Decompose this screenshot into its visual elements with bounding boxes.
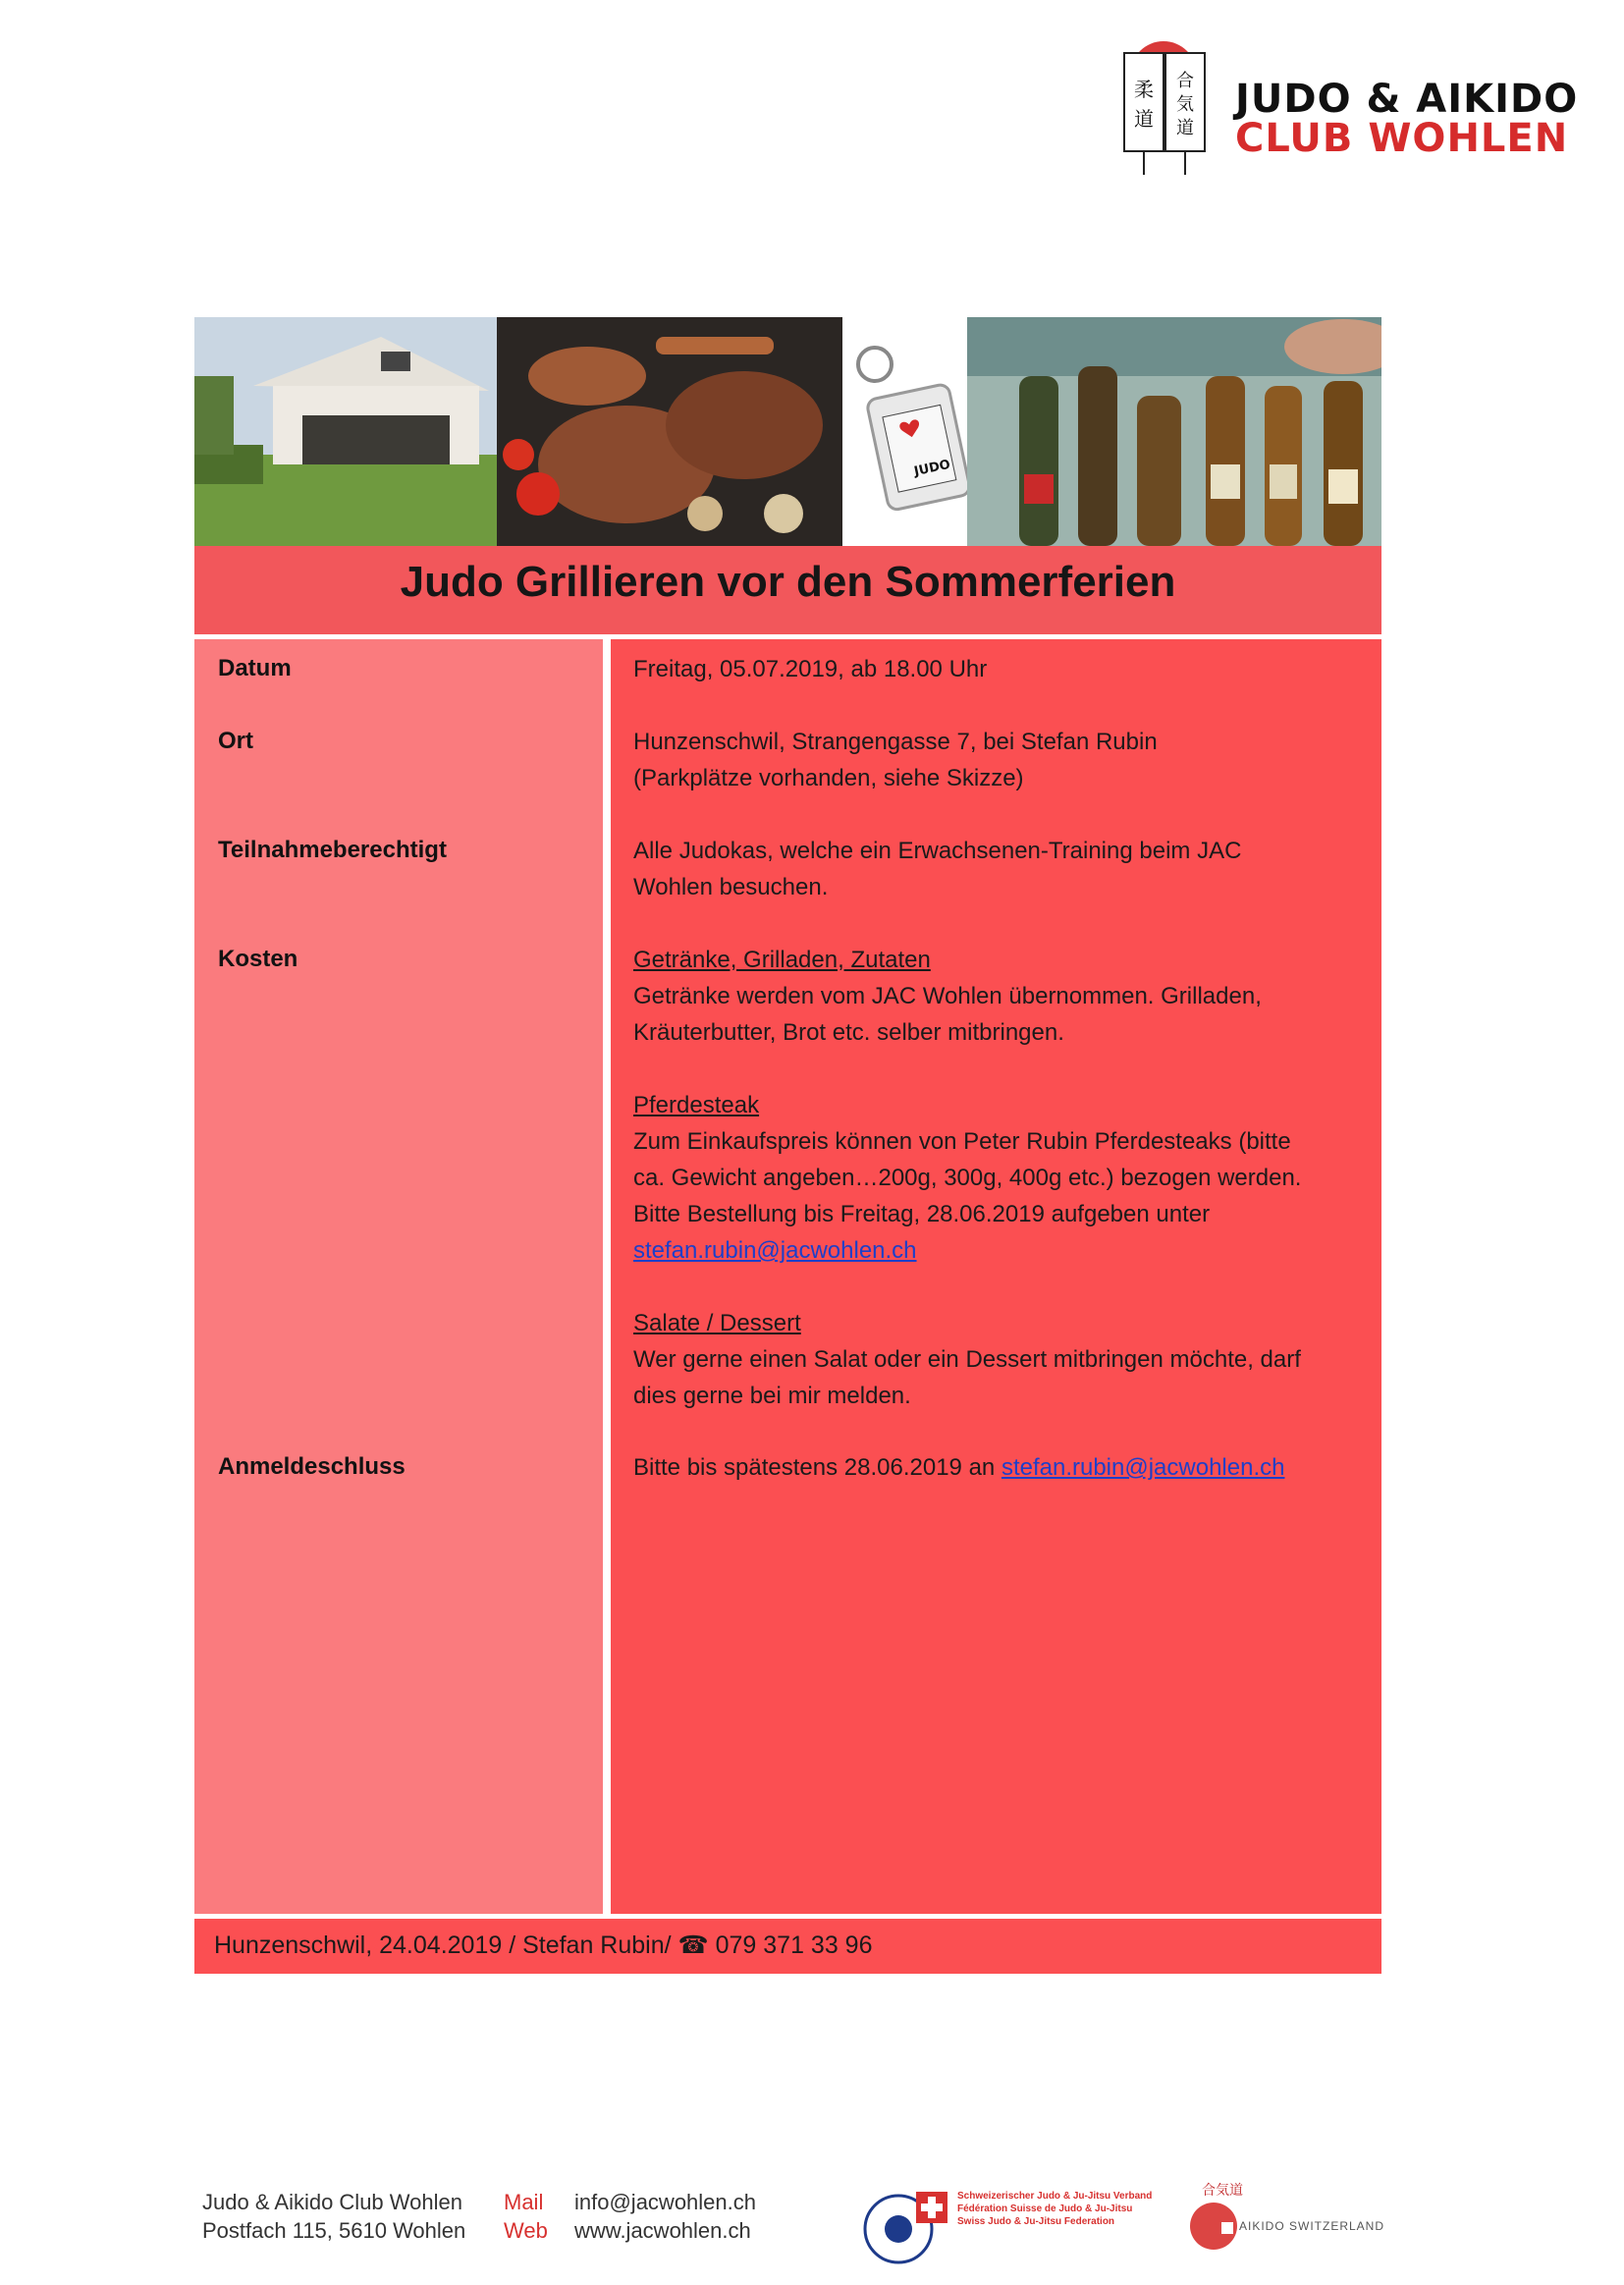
- photo-clubhouse: [194, 317, 497, 546]
- kosten-p2-line-1: Zum Einkaufspreis können von Peter Rubin Pferdesteaks (bitte: [633, 1128, 1291, 1155]
- label-teilnahme: Teilnahmeberechtigt: [218, 837, 447, 863]
- teilnahme-line-1: Alle Judokas, welche ein Erwachsenen-Training beim JAC: [633, 838, 1242, 864]
- kosten-p3-line-1: Wer gerne einen Salat oder ein Dessert mitbringen möchte, darf: [633, 1346, 1301, 1373]
- address-line-2: Postfach 115, 5610 Wohlen: [202, 2218, 466, 2243]
- sjv-text: [957, 2190, 1152, 2228]
- contact-values: [574, 2188, 756, 2245]
- value-teilnahme: [633, 833, 1370, 905]
- logo-kanji-judo-1: 柔: [1134, 78, 1154, 101]
- email-link-anmeldung[interactable]: stefan.rubin@jacwohlen.ch: [1001, 1454, 1285, 1481]
- aikido-kanji: 合気道: [1202, 2183, 1243, 2199]
- photo-beer-fridge: [967, 317, 1381, 546]
- aikido-switzerland-text: AIKIDO SWITZERLAND: [1239, 2219, 1385, 2233]
- logo-kanji-judo-2: 道: [1134, 107, 1154, 131]
- kosten-p2-line-2: ca. Gewicht angeben…200g, 300g, 400g etc.) bezogen werden.: [633, 1165, 1302, 1191]
- label-datum: Datum: [218, 655, 292, 681]
- label-column: [194, 639, 603, 1914]
- anmeldeschluss-text: Bitte bis spätestens 28.06.2019 an: [633, 1454, 1001, 1481]
- email-link-bestellung[interactable]: stefan.rubin@jacwohlen.ch: [633, 1237, 917, 1264]
- logo-kanji-aikido-1: 合: [1176, 71, 1194, 91]
- mail-label: Mail: [504, 2190, 544, 2214]
- photo-grill: [497, 317, 842, 546]
- address-line-1: Judo & Aikido Club Wohlen: [202, 2190, 462, 2214]
- ort-line-1: Hunzenschwil, Strangengasse 7, bei Stefan Rubin: [633, 729, 1158, 755]
- sjv-line-3: Swiss Judo & Ju-Jitsu Federation: [957, 2216, 1115, 2227]
- logo-line-2: CLUB WOHLEN: [1235, 116, 1569, 161]
- sjv-line-2: Fédération Suisse de Judo & Ju-Jitsu: [957, 2203, 1133, 2214]
- photo-keychain: [842, 317, 971, 546]
- label-ort: Ort: [218, 728, 253, 754]
- kosten-heading-pferdesteak: Pferdesteak: [633, 1092, 760, 1118]
- logo-kanji-aikido-2: 気: [1176, 94, 1194, 115]
- kosten-p3-line-2: dies gerne bei mir melden.: [633, 1383, 911, 1409]
- value-datum: Freitag, 05.07.2019, ab 18.00 Uhr: [633, 656, 988, 682]
- contact-labels: [504, 2188, 548, 2245]
- label-kosten: Kosten: [218, 946, 298, 972]
- value-kosten: [633, 942, 1370, 1414]
- mail-address[interactable]: info@jacwohlen.ch: [574, 2190, 756, 2214]
- logo-kanji-aikido-3: 道: [1176, 118, 1194, 138]
- kosten-p1-line-2: Kräuterbutter, Brot etc. selber mitbringen.: [633, 1019, 1064, 1046]
- kosten-p1-line-1: Getränke werden vom JAC Wohlen übernommen. Grilladen,: [633, 983, 1262, 1009]
- page-title: Judo Grillieren vor den Sommerferien: [400, 558, 1176, 606]
- keychain-text: JUDO: [912, 457, 952, 480]
- kosten-heading-getraenke: Getränke, Grilladen, Zutaten: [633, 947, 931, 973]
- value-anmeldeschluss: [633, 1449, 1370, 1486]
- web-label: Web: [504, 2218, 548, 2243]
- web-address[interactable]: www.jacwohlen.ch: [574, 2218, 751, 2243]
- contact-line: Hunzenschwil, 24.04.2019 / Stefan Rubin/ ☎ 079 371 33 96: [214, 1931, 873, 1959]
- kosten-p2-line-3: Bitte Bestellung bis Freitag, 28.06.2019 aufgeben unter: [633, 1201, 1211, 1227]
- club-address: [202, 2188, 465, 2245]
- label-anmeldeschluss: Anmeldeschluss: [218, 1453, 406, 1480]
- ort-line-2: (Parkplätze vorhanden, siehe Skizze): [633, 765, 1024, 791]
- value-ort: [633, 724, 1370, 796]
- logo-line-1: JUDO & AIKIDO: [1235, 77, 1579, 122]
- header-photos: [194, 317, 1381, 546]
- teilnahme-line-2: Wohlen besuchen.: [633, 874, 829, 900]
- kosten-heading-salate: Salate / Dessert: [633, 1310, 801, 1336]
- sjv-line-1: Schweizerischer Judo & Ju-Jitsu Verband: [957, 2191, 1153, 2202]
